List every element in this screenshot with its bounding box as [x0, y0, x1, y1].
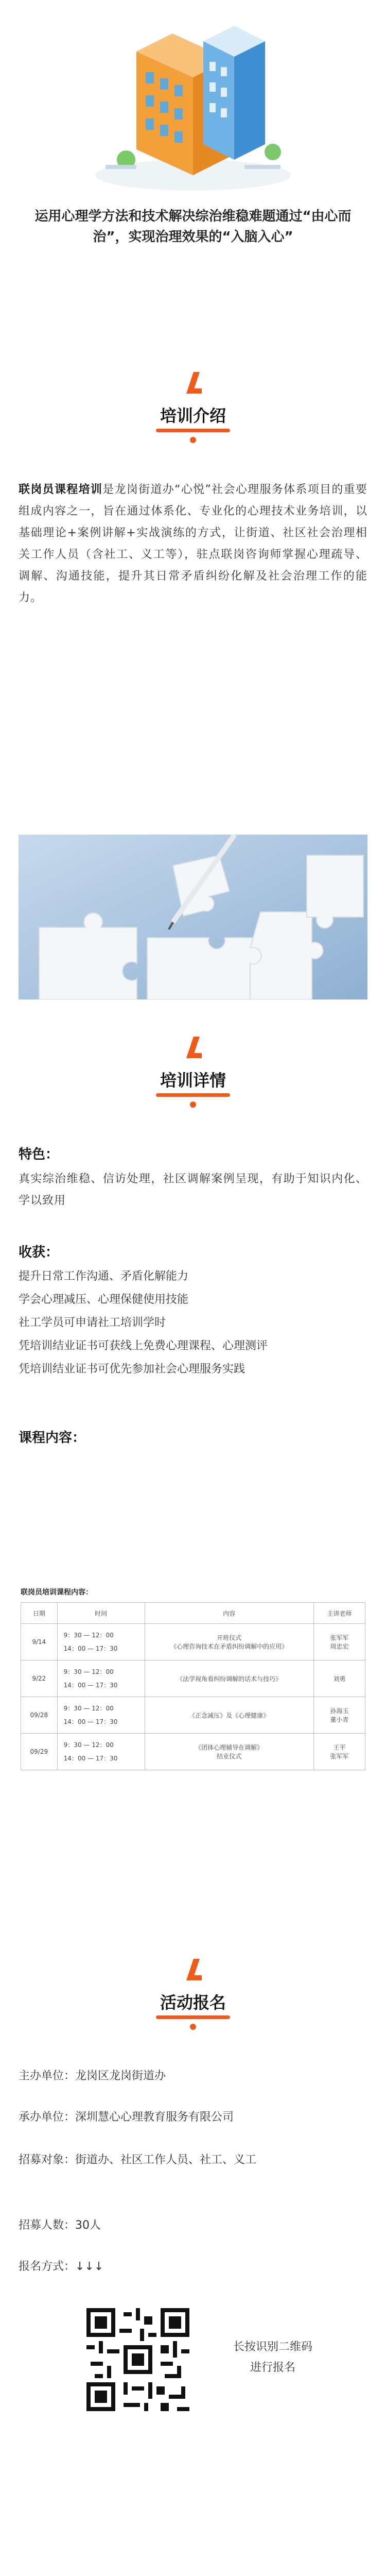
time-slot: 14：00 — 17：30 [63, 1645, 118, 1652]
time-slot: 9：30 — 12：00 [63, 1741, 114, 1749]
section-dot [190, 437, 196, 443]
time-slot: 9：30 — 12：00 [63, 1705, 114, 1712]
row-content [145, 1697, 313, 1734]
slash-icon [182, 1036, 203, 1059]
intro-body: 是龙岗街道办“心悦”社会心理服务体系项目的重要组成内容之一，旨在通过体系化、专业化的心理技术业务培训，以基础理论+案例讲解+实战演练的方式，让街道、社区社会治理相关工作人员（含社工、义工等），驻点联岗咨询师掌握心理疏导、调解、沟通技能，提升其日常矛盾纠纷化解及社会治理工作的能力。 [19, 483, 367, 604]
table-header: 日期 [21, 1603, 58, 1624]
teacher-name: 张军军 [330, 1753, 349, 1760]
section-dot [190, 1101, 196, 1108]
course-label: 课程内容： [19, 1430, 86, 1446]
table-row [21, 1734, 365, 1770]
content-line: 《法学视角看纠纷调解的话术与技巧》 [177, 1675, 282, 1683]
row-date: 9/14 [21, 1624, 58, 1660]
puzzle-photo [19, 835, 367, 999]
section-underline [156, 1093, 230, 1097]
content-line: 《团体心理辅导在调解》 [195, 1744, 264, 1751]
gains-label: 收获： [19, 1245, 59, 1260]
gain-item: 凭培训结业证书可优先参加社会心理服务实践 [19, 1363, 245, 1376]
table-row [21, 1697, 365, 1734]
gain-item: 学会心理减压、心理保健使用技能 [19, 1293, 189, 1306]
content-line: 开班仪式 [217, 1634, 242, 1641]
row-time [57, 1697, 145, 1734]
course-table [21, 1602, 365, 1770]
table-header: 主讲老师 [313, 1603, 365, 1624]
row-date: 09/29 [21, 1734, 58, 1770]
table-row [21, 1624, 365, 1660]
time-slot: 14：00 — 17：30 [63, 1755, 118, 1762]
content-line: 结业仪式 [217, 1753, 242, 1760]
section-title: 活动报名 [160, 1993, 226, 2012]
time-slot: 14：00 — 17：30 [63, 1718, 118, 1725]
section-header-signup [0, 1958, 386, 2035]
teacher-name: 孙海玉 [330, 1707, 349, 1715]
intro-lead: 联岗员课程培训 [19, 483, 103, 496]
slash-icon [182, 1958, 203, 1981]
row-teacher [313, 1697, 365, 1734]
row-teacher [313, 1734, 365, 1770]
row-teacher [313, 1660, 365, 1697]
section-header-intro [0, 371, 386, 448]
row-time [57, 1660, 145, 1697]
count-line: 招募人数：30人 [19, 2219, 101, 2232]
table-row [21, 1660, 365, 1697]
section-underline [156, 2015, 230, 2019]
method-line: 报名方式：↓↓↓ [19, 2260, 104, 2273]
section-header-details [0, 1036, 386, 1113]
time-slot: 9：30 — 12：00 [63, 1632, 114, 1639]
teacher-name: 张军军 [330, 1634, 349, 1641]
row-date: 9/22 [21, 1660, 58, 1697]
features-text: 真实综治维稳、信访处理，社区调解案例呈现，有助于知识内化、学以致用 [19, 1173, 367, 1207]
organizer-line: 承办单位：深圳慧心心理教育服务有限公司 [19, 2111, 234, 2124]
gain-item: 提升日常工作沟通、矛盾化解能力 [19, 1270, 189, 1283]
gain-item: 凭培训结业证书可获线上免费心理课程、心理测评 [19, 1340, 268, 1352]
row-content [145, 1660, 313, 1697]
signup-qr-code[interactable] [86, 2308, 189, 2411]
teacher-name: 董小青 [330, 1716, 349, 1723]
table-header: 时间 [57, 1603, 145, 1624]
qr-tip-line: 进行报名 [250, 2361, 295, 2374]
table-header: 内容 [145, 1603, 313, 1624]
features-label: 特色： [19, 1147, 59, 1162]
gain-item: 社工学员可申请社工培训学时 [19, 1316, 166, 1329]
teacher-name: 王平 [333, 1744, 346, 1751]
section-title: 培训详情 [160, 1071, 226, 1090]
time-slot: 9：30 — 12：00 [63, 1668, 114, 1675]
row-content [145, 1734, 313, 1770]
section-dot [190, 2024, 196, 2030]
signup-qr-tip [206, 2337, 340, 2378]
time-slot: 14：00 — 17：30 [63, 1682, 118, 1689]
content-line: 《正念减压》及《心理健康》 [189, 1711, 270, 1719]
row-date: 09/28 [21, 1697, 58, 1734]
content-line: 《心理咨询技术在矛盾纠纷调解中的应用》 [170, 1643, 288, 1650]
section-underline [156, 429, 230, 432]
slash-icon [182, 371, 203, 395]
section-title: 培训介绍 [160, 406, 226, 426]
audience-line: 招募对象：街道办、社区工作人员、社工、义工 [19, 2154, 257, 2166]
row-time [57, 1624, 145, 1660]
table-header-row [21, 1603, 365, 1624]
hero-building-illustration [75, 10, 311, 196]
row-content [145, 1624, 313, 1660]
row-time [57, 1734, 145, 1770]
row-teacher [313, 1624, 365, 1660]
intro-paragraph [19, 479, 367, 609]
host-line: 主办单位：龙岗区龙岗街道办 [19, 2070, 166, 2082]
teacher-name: 刘勇 [333, 1675, 346, 1683]
teacher-name: 周忠宏 [330, 1643, 349, 1650]
table-caption: 联岗员培训课程内容： [21, 1588, 93, 1597]
hero-tagline: 运用心理学方法和技术解决综治维稳难题通过“由心而治”，实现治理效果的“入脑入心” [34, 209, 352, 245]
qr-tip-line: 长按识别二维码 [233, 2341, 312, 2353]
